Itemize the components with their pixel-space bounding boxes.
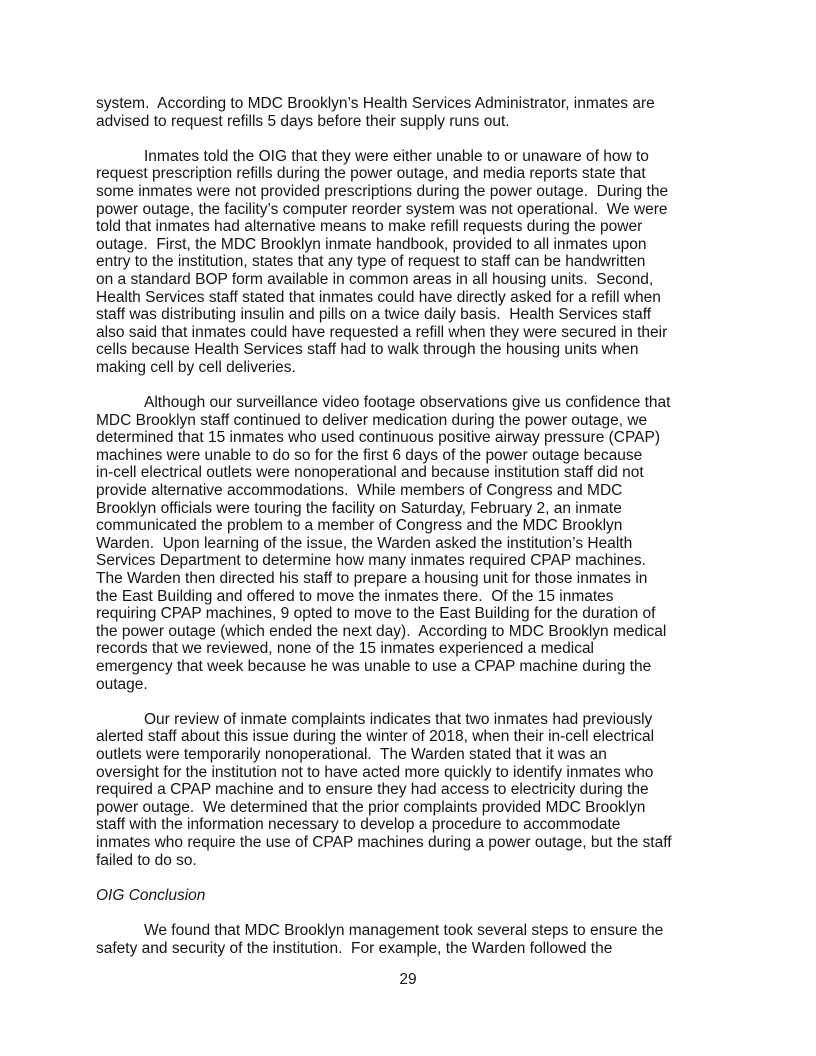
text-line: staff was distributing insulin and pills on a twice daily basis. Health Services staff xyxy=(96,306,652,324)
paragraph xyxy=(96,711,720,869)
text-line: We found that MDC Brooklyn management took several steps to ensure the xyxy=(144,921,664,939)
section-heading xyxy=(96,887,720,905)
text-line: inmates who require the use of CPAP machines during a power outage, but the staff xyxy=(96,833,672,851)
text-line: Services Department to determine how many inmates required CPAP machines. xyxy=(96,552,646,570)
paragraph xyxy=(96,394,720,693)
text-line: alerted staff about this issue during the winter of 2018, when their in-cell electrical xyxy=(96,728,655,746)
text-line: outage. First, the MDC Brooklyn inmate handbook, provided to all inmates upon xyxy=(96,235,647,253)
text-line: safety and security of the institution. For example, the Warden followed the xyxy=(96,939,613,957)
document-body xyxy=(96,95,720,957)
text-line: power outage. We determined that the prior complaints provided MDC Brooklyn xyxy=(96,798,646,816)
text-line: Inmates told the OIG that they were either unable to or unaware of how to xyxy=(144,147,649,165)
text-line: outlets were temporarily nonoperational. The Warden stated that it was an xyxy=(96,745,607,763)
text-line: emergency that week because he was unable to use a CPAP machine during the xyxy=(96,658,652,675)
paragraph xyxy=(96,95,720,130)
page-number: 29 xyxy=(399,971,417,988)
text-line: the power outage (which ended the next day). According to MDC Brooklyn medical xyxy=(96,622,667,640)
text-line: machines were unable to do so for the first 6 days of the power outage because xyxy=(96,446,643,464)
text-line: making cell by cell deliveries. xyxy=(96,358,296,376)
text-line: requiring CPAP machines, 9 opted to move to the East Building for the duration of xyxy=(96,605,656,623)
text-line: Health Services staff stated that inmates could have directly asked for a refill when xyxy=(96,288,661,306)
text-line: told that inmates had alternative means to make refill requests during the power xyxy=(96,218,643,236)
text-line: provide alternative accommodations. While members of Congress and MDC xyxy=(96,482,623,500)
text-line: also said that inmates could have requested a refill when they were secured in their xyxy=(96,323,668,341)
text-line: in-cell electrical outlets were nonoperational and because institution staff did not xyxy=(96,464,644,482)
text-line: request prescription refills during the power outage, and media reports state that xyxy=(96,165,646,183)
text-line: Warden. Upon learning of the issue, the Warden asked the institution’s Health xyxy=(96,534,633,552)
text-line: advised to request refills 5 days before their supply runs out. xyxy=(96,112,510,130)
text-line: MDC Brooklyn staff continued to deliver medication during the power outage, we xyxy=(96,411,648,429)
text-line: staff with the information necessary to develop a procedure to accommodate xyxy=(96,816,621,834)
text-line: cells because Health Services staff had to walk through the housing units when xyxy=(96,341,639,359)
text-line: Although our surveillance video footage observations give us confidence that xyxy=(144,394,671,412)
text-line: the East Building and offered to move the inmates there. Of the 15 inmates xyxy=(96,587,614,605)
page-footer xyxy=(0,971,816,989)
text-line: on a standard BOP form available in common areas in all housing units. Second, xyxy=(96,270,654,288)
text-line: records that we reviewed, none of the 15 inmates experienced a medical xyxy=(96,640,595,658)
text-line: entry to the institution, states that any type of request to staff can be handwritten xyxy=(96,253,646,271)
text-line: Brooklyn officials were touring the facility on Saturday, February 2, an inmate xyxy=(96,499,622,517)
text-line: The Warden then directed his staff to prepare a housing unit for those inmates in xyxy=(96,570,648,588)
text-line: oversight for the institution not to have acted more quickly to identify inmates who xyxy=(96,763,654,781)
paragraph xyxy=(96,148,720,377)
text-line: failed to do so. xyxy=(96,851,197,869)
paragraph xyxy=(96,922,720,957)
text-line: power outage, the facility’s computer reorder system was not operational. We were xyxy=(96,200,668,218)
text-line: communicated the problem to a member of Congress and the MDC Brooklyn xyxy=(96,517,623,535)
text-line: determined that 15 inmates who used continuous positive airway pressure (CPAP) xyxy=(96,429,661,447)
text-line: OIG Conclusion xyxy=(96,886,206,904)
text-line: system. According to MDC Brooklyn’s Health Services Administrator, inmates are xyxy=(96,95,655,112)
text-line: some inmates were not provided prescriptions during the power outage. During the xyxy=(96,182,669,200)
text-line: required a CPAP machine and to ensure they had access to electricity during the xyxy=(96,781,649,799)
text-line: outage. xyxy=(96,675,148,693)
text-line: Our review of inmate complaints indicates that two inmates had previously xyxy=(144,710,653,728)
